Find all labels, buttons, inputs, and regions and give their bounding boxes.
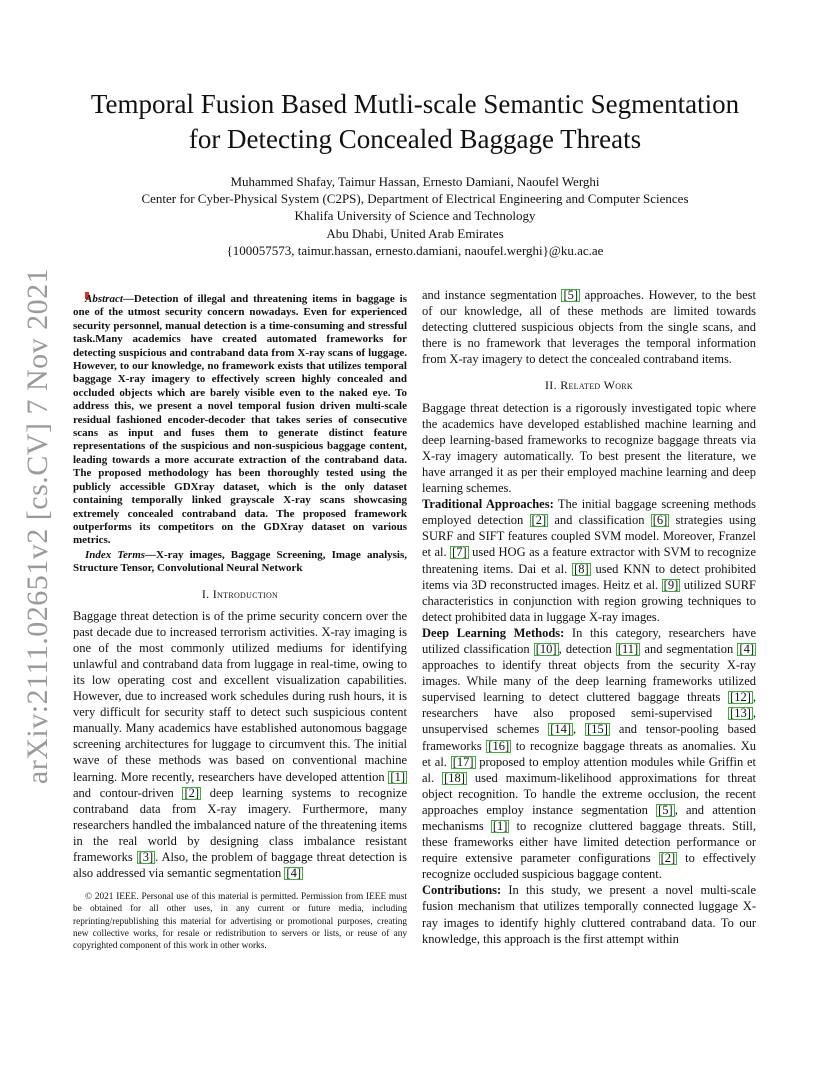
body-text: The initial baggage screening methods employed detection [422,497,756,528]
citation-link[interactable]: [11] [617,641,639,656]
paper-title [60,87,770,157]
affiliation-line-2: Khalifa University of Science and Technology [294,208,536,224]
citation-link[interactable]: [7] [452,545,467,560]
section-title: Introduction [212,586,279,601]
citation-link[interactable]: [12] [730,690,751,705]
citation-link[interactable]: [4] [286,866,301,881]
copyright-notice: © 2021 IEEE. Personal use of this material is permitted. Permission from IEEE must be obtained for all other uses, in any current or future media, including reprinting/republishing this material for advertising or promotional purposes, creating new collective works, for resale or redistribution to servers or lists, or reuse of any copyrighted component of this work in other works. [73,892,407,952]
title-line-1: Temporal Fusion Based Mutli-scale Semantic Segmentation [90,89,740,119]
citation-link[interactable]: [5] [563,288,579,302]
author-names: Muhammed Shafay, Taimur Hassan, Ernesto Damiani, Naoufel Werghi [230,174,600,189]
author-emails: {100057573, taimur.hassan, ernesto.damiani, naoufel.werghi}@ku.ac.ae [226,242,604,258]
affiliation-line-3: Abu Dhabi, United Arab Emirates [326,225,504,241]
section-heading-related-work [422,377,756,393]
contributions-paragraph [422,882,756,946]
arxiv-identifier: arXiv:2111.02651v2 [cs.CV] 7 Nov 2021 [21,267,54,785]
body-text: to recognize cluttered baggage threats. Still, these frameworks either have limited detection performance or require extensive parameter configurations [422,819,756,866]
body-text: , detection [558,641,616,656]
body-text: and classification [548,513,651,528]
traditional-approaches-paragraph [422,496,756,625]
section-number: II. [544,378,561,393]
section-title: Related Work [560,378,634,393]
citation-link[interactable]: [14] [550,722,572,737]
body-text: utilized SURF characteristics in conjunction with region growing techniques to detect prohibited data in luggage X-ray images. [422,577,756,624]
citation-link[interactable]: [2] [184,785,200,800]
body-text: and tensor-pooling based frameworks [422,722,757,753]
intro-text: Baggage threat detection is of the prime security concern over the past decade due to increased terrorism activities. X-ray imaging is one of the most commonly utilized mediums for identifying unlawful and contraband data from luggage in real-time, owing to its low operating cost and excellent visualization capabilities. However, due to increased work schedules during rush hours, it is very difficult for security staff to detect such suspicious content manually. Many academics have established autonomous baggage screening architectures for luggage to circumvent this. The initial wave of these methods was based on conventional machine learning. More recently, researchers have developed attention [73,608,407,784]
body-text: to effectively recognize occluded suspicious baggage content. [422,851,756,882]
citation-link[interactable]: [18] [444,770,465,785]
citation-link[interactable]: [15] [587,722,608,737]
related-work-paragraph: Baggage threat detection is a rigorously investigated topic where the academics have developed established machine learning and deep learning-based frameworks to recognize baggage threats via X-ray imagery automatically. To best present the literature, we have arranged it as per their employed machine learning and deep learning schemes. [422,400,756,496]
body-text: proposed to employ attention modules while Griffin et al. [422,754,756,785]
index-terms-text: —X-ray images, Baggage Screening, Image analysis, Structure Tensor, Convolutional Neural Network [73,548,407,575]
citation-link[interactable]: [4] [739,641,754,656]
section-heading-introduction [73,586,407,602]
citation-link[interactable]: [5] [658,802,673,817]
citation-link[interactable]: [6] [652,513,668,528]
paragraph-lead: Contributions: [422,883,502,898]
intro-continuation [422,287,756,367]
intro-paragraph [73,608,407,882]
citation-link[interactable]: [10] [535,641,557,656]
citation-link[interactable]: [2] [660,851,676,866]
index-terms [73,549,407,576]
body-text: used HOG as a feature extractor with SVM to recognize threatening items. Dai et al. [422,545,757,576]
body-text: approaches. However, to the best of our knowledge, all of these methods are limited towards detecting cluttered suspicious objects from the single scans, and there is no framework that leverages the temporal information from X-ray imagery to detect the concealed contraband items. [422,288,757,367]
body-text: In this category, researchers have utilized classification [422,625,757,656]
affiliation-line-1: Center for Cyber-Physical System (C2PS), Department of Electrical Engineering and Computer Sciences [141,191,689,207]
title-line-2: for Detecting Concealed Baggage Threats [188,124,642,154]
body-text: used KNN to detect prohibited items via 3D reconstructed images. Heitz et al. [422,561,756,592]
body-text: and instance segmentation [422,288,562,302]
citation-link[interactable]: [1] [492,819,508,833]
arxiv-sidebar [16,267,60,785]
citation-link[interactable]: [1] [390,769,405,784]
left-column [73,287,407,962]
body-text: , [573,722,586,737]
abstract [73,293,407,548]
author-block [60,173,770,259]
paragraph-lead: Deep Learning Methods: [422,625,565,640]
paragraph-lead: Traditional Approaches: [422,497,554,512]
index-terms-label: Index Terms [85,548,146,561]
body-text: strategies using SURF and SIFT features coupled SVM model. Moreover, Franzel et al. [422,513,757,560]
body-text: to recognize baggage threats as anomalies. Xu et al. [422,738,756,769]
body-text: In this study, we present a novel multi-scale fusion mechanism that utilizes temporally connected luggage X-ray images to identify highly cluttered contraband data. To our knowledge, this approach is the first attempt within [422,883,756,946]
body-text: , unsupervised schemes [422,706,756,737]
deep-learning-paragraph [422,625,756,883]
right-column [422,287,756,947]
citation-link[interactable]: [17] [452,754,474,769]
body-text: , researchers have also proposed semi-supervised [422,690,756,721]
body-text: , and attention mechanisms [422,802,756,833]
citation-link[interactable]: [2] [531,513,547,528]
body-text: used maximum-likelihood approximations for threat object recognition. To handle the extreme occlusion, the recent approaches employ instance segmentation [422,770,756,817]
citation-link[interactable]: [8] [574,561,589,576]
citation-link[interactable]: [13] [730,706,751,721]
body-text: approaches to identify threat objects from the security X-ray images. While many of the deep learning frameworks utilized supervised learning to detect cluttered baggage threats [422,658,756,705]
intro-text: and contour-driven [73,785,183,800]
intro-text: deep learning systems to recognize contraband data from X-ray imagery. Furthermore, many researchers handled the imbalanced nature of the threatening items in the real world by designing class imbalance resistant frameworks [73,785,407,865]
citation-link[interactable]: [16] [488,738,510,753]
section-number: I. [201,586,213,601]
abstract-label: Abstract [85,293,123,305]
abstract-text: —Detection of illegal and threatening items in baggage is one of the utmost security concern nowadays. Even for experienced security personnel, manual detection is a time-consuming and stressful task.Many academics have created automated frameworks for detecting suspicious and contraband data from X-ray scans of luggage. However, to our knowledge, no framework exists that utilizes temporal baggage X-ray imagery to effectively screen highly concealed and occluded objects which are barely visible even to the naked eye. To address this, we present a novel temporal fusion driven multi-scale residual fashioned encoder-decoder that takes series of consecutive scans as input and fuses them to generate distinct feature representations of the suspicious and non-suspicious baggage content, leading towards a more accurate extraction of the contraband data. The proposed methodology has been thoroughly tested using the publicly accessible GDXray dataset, which is the only dataset containing temporally linked grayscale X-ray scans showcasing extremely concealed contraband data. The proposed framework outperforms its competitors on the GDXray dataset on various metrics. [73,293,407,547]
citation-link[interactable]: [3] [138,850,154,865]
body-text: and segmentation [640,641,738,656]
intro-text: . Also, the problem of baggage threat detection is also addressed via semantic segmentation [73,850,408,881]
citation-link[interactable]: [9] [663,577,679,592]
